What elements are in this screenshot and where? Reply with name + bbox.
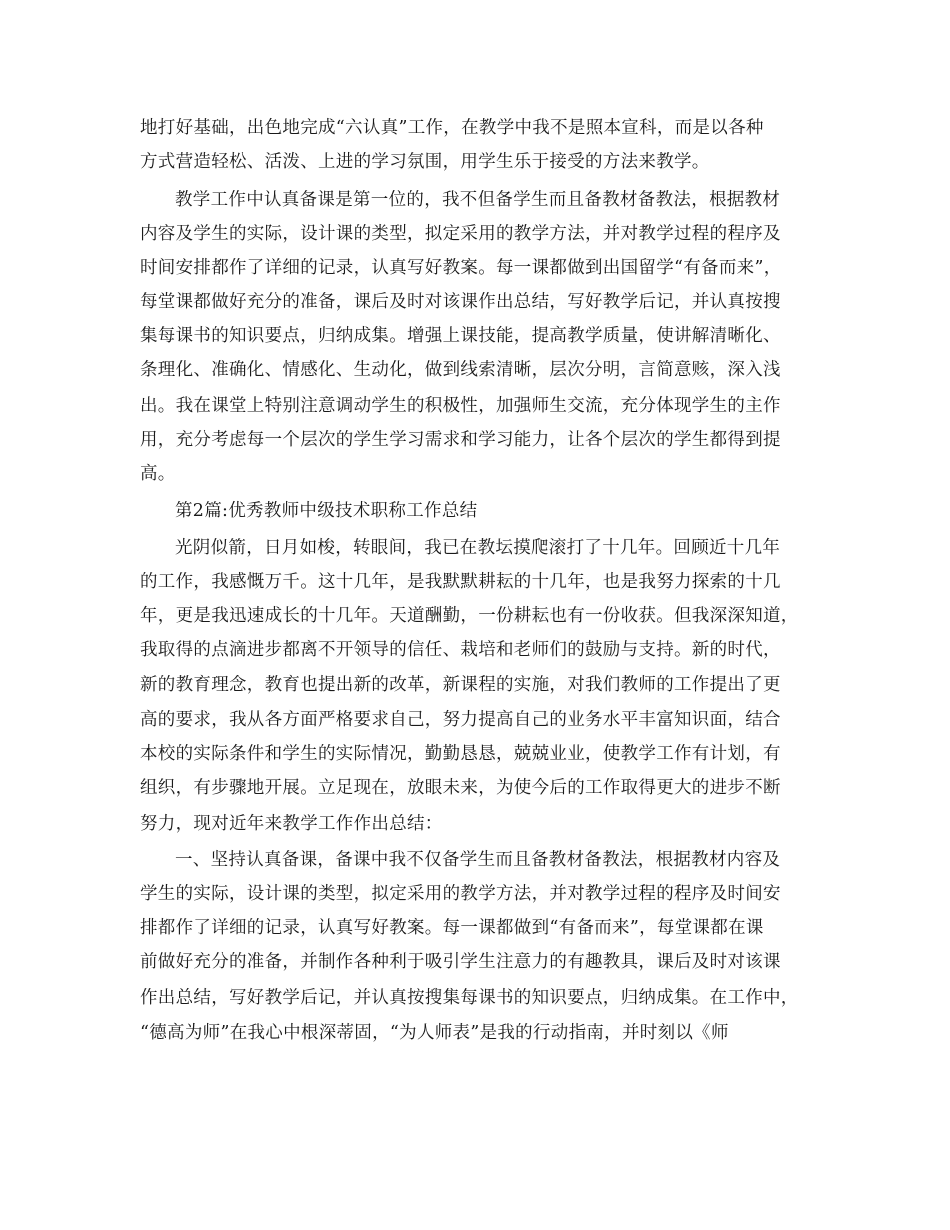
text-line: 前做好充分的准备，并制作各种利于吸引学生注意力的有趣教具，课后及时对该课 xyxy=(140,952,781,972)
text-line: 出。我在课堂上特别注意调动学生的积极性，加强师生交流，充分体现学生的主作 xyxy=(140,396,781,416)
text-line: 集每课书的知识要点，归纳成集。增强上课技能，提高教学质量，使讲解清晰化、 xyxy=(140,326,781,346)
text-line: “德高为师”在我心中根深蒂固，“为人师表”是我的行动指南，并时刻以《师 xyxy=(140,1023,729,1043)
text-line: 排都作了详细的记录，认真写好教案。每一课都做到“有备而来”，每堂课都在课 xyxy=(140,918,764,938)
text-line: 每堂课都做好充分的准备，课后及时对该课作出总结，写好教学后记，并认真按搜 xyxy=(140,292,781,312)
text-line: 高的要求，我从各方面严格要求自己，努力提高自己的业务水平丰富知识面，结合 xyxy=(140,710,781,730)
text-line: 方式营造轻松、活泼、上进的学习氛围，用学生乐于接受的方法来教学。 xyxy=(140,152,710,172)
text-line: 地打好基础，出色地完成“六认真”工作，在教学中我不是照本宣科，而是以各种 xyxy=(140,118,764,138)
text-line: 组织，有步骤地开展。立足现在，放眼未来，为使今后的工作取得更大的进步不断 xyxy=(140,778,781,798)
text-line: 学生的实际，设计课的类型，拟定采用的教学方法，并对教学过程的程序及时间安 xyxy=(140,884,781,904)
text-line: 新的教育理念，教育也提出新的改革，新课程的实施，对我们教师的工作提出了更 xyxy=(140,675,781,695)
text-line: 本校的实际条件和学生的实际情况，勤勤恳恳，兢兢业业，使教学工作有计划，有 xyxy=(140,744,781,764)
paragraph-start-line: 一、坚持认真备课，备课中我不仅备学生而且备教材备教法，根据教材内容及 xyxy=(175,850,781,870)
text-line: 努力，现对近年来教学工作作出总结： xyxy=(140,814,443,834)
text-line: 高。 xyxy=(140,464,176,484)
text-line: 作出总结，写好教学后记，并认真按搜集每课书的知识要点，归纳成集。在工作中， xyxy=(140,988,799,1008)
text-line: 我取得的点滴进步都离不开领导的信任、栽培和老师们的鼓励与支持。新的时代， xyxy=(140,640,781,660)
text-line: 条理化、准确化、情感化、生动化，做到线索清晰，层次分明，言简意赅，深入浅 xyxy=(140,360,781,380)
section-heading: 第2篇:优秀教师中级技术职称工作总结 xyxy=(175,501,478,521)
text-line: 用，充分考虑每一个层次的学生学习需求和学习能力，让各个层次的学生都得到提 xyxy=(140,430,781,450)
text-line: 年，更是我迅速成长的十几年。天道酬勤，一份耕耘也有一份收获。但我深深知道， xyxy=(140,606,799,626)
paragraph-start-line: 光阴似箭，日月如梭，转眼间，我已在教坛摸爬滚打了十几年。回顾近十几年 xyxy=(175,538,781,558)
text-line: 时间安排都作了详细的记录，认真写好教案。每一课都做到出国留学“有备而来”， xyxy=(140,258,782,278)
text-line: 内容及学生的实际，设计课的类型，拟定采用的教学方法，并对教学过程的程序及 xyxy=(140,224,781,244)
paragraph-start-line: 教学工作中认真备课是第一位的，我不但备学生而且备教材备教法，根据教材 xyxy=(175,190,781,210)
text-line: 的工作，我感慨万千。这十几年，是我默默耕耘的十几年，也是我努力探索的十几 xyxy=(140,572,781,592)
